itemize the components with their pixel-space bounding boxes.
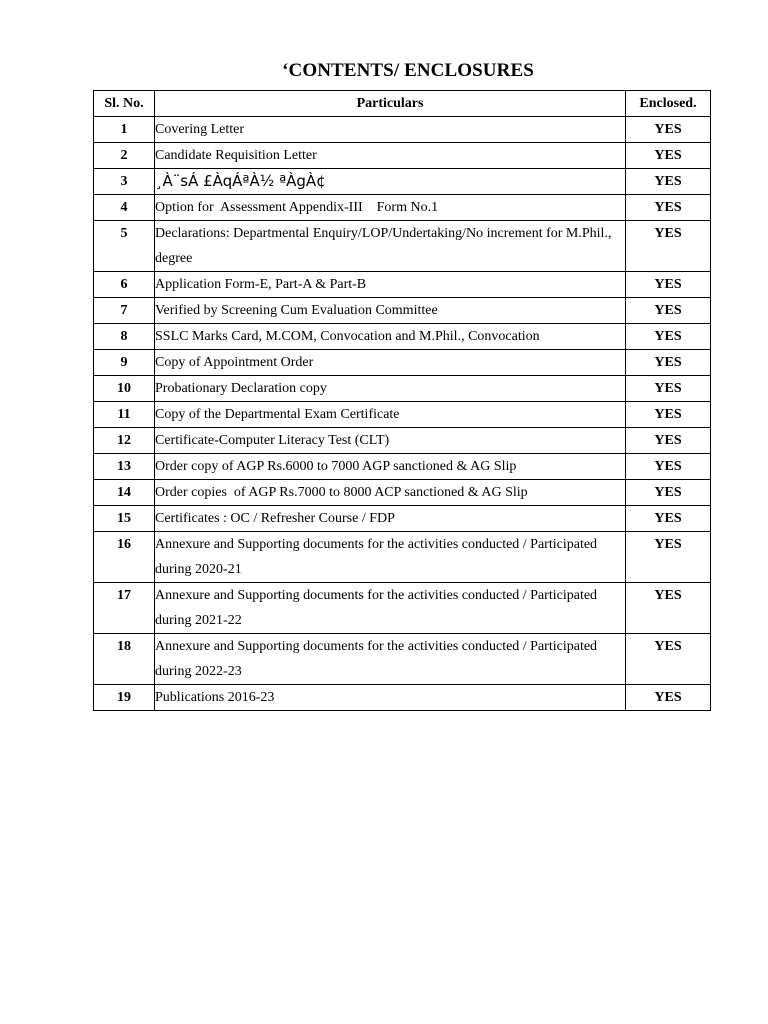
sl-no-cell: 17 [94,583,155,634]
sl-no-cell: 8 [94,324,155,350]
particulars-cell: SSLC Marks Card, M.COM, Convocation and M.Phil., Convocation [155,324,626,350]
table-row [94,685,711,711]
enclosed-cell: YES [626,324,711,350]
particulars-cell: Candidate Requisition Letter [155,143,626,169]
sl-no-cell: 9 [94,350,155,376]
table-row [94,195,711,221]
table-row [94,634,711,685]
enclosed-cell: YES [626,272,711,298]
table-row [94,480,711,506]
enclosed-cell: YES [626,376,711,402]
particulars-cell: Certificates : OC / Refresher Course / FDP [155,506,626,532]
particulars-cell: Order copies of AGP Rs.7000 to 8000 ACP sanctioned & AG Slip [155,480,626,506]
column-header-enclosed: Enclosed. [626,91,711,117]
enclosed-cell: YES [626,221,711,272]
sl-no-cell: 6 [94,272,155,298]
particulars-cell: Order copy of AGP Rs.6000 to 7000 AGP sanctioned & AG Slip [155,454,626,480]
particulars-cell: Annexure and Supporting documents for the activities conducted / Participated during 2020-21 [155,532,626,583]
enclosed-cell: YES [626,143,711,169]
enclosed-cell: YES [626,298,711,324]
sl-no-cell: 12 [94,428,155,454]
table-row [94,221,711,272]
contents-table [93,90,711,711]
enclosed-cell: YES [626,195,711,221]
particulars-cell: Probationary Declaration copy [155,376,626,402]
enclosed-cell: YES [626,480,711,506]
table-row [94,272,711,298]
sl-no-cell: 15 [94,506,155,532]
enclosed-cell: YES [626,350,711,376]
table-row [94,402,711,428]
table-row [94,376,711,402]
particulars-cell: Verified by Screening Cum Evaluation Committee [155,298,626,324]
enclosed-cell: YES [626,117,711,143]
sl-no-cell: 14 [94,480,155,506]
enclosed-cell: YES [626,454,711,480]
particulars-cell: Certificate-Computer Literacy Test (CLT) [155,428,626,454]
particulars-cell: Copy of Appointment Order [155,350,626,376]
particulars-cell: Application Form-E, Part-A & Part-B [155,272,626,298]
table-row [94,143,711,169]
table-row [94,532,711,583]
enclosed-cell: YES [626,402,711,428]
sl-no-cell: 16 [94,532,155,583]
sl-no-cell: 5 [94,221,155,272]
table-row [94,454,711,480]
particulars-cell: Copy of the Departmental Exam Certificate [155,402,626,428]
sl-no-cell: 11 [94,402,155,428]
column-header-particulars: Particulars [155,91,626,117]
table-row [94,298,711,324]
table-row [94,583,711,634]
enclosed-cell: YES [626,506,711,532]
sl-no-cell: 18 [94,634,155,685]
table-row [94,350,711,376]
table-row [94,324,711,350]
sl-no-cell: 7 [94,298,155,324]
column-header-sl-no: Sl. No. [94,91,155,117]
sl-no-cell: 2 [94,143,155,169]
sl-no-cell: 4 [94,195,155,221]
particulars-cell: Covering Letter [155,117,626,143]
particulars-cell: Declarations: Departmental Enquiry/LOP/Undertaking/No increment for M.Phil., degree [155,221,626,272]
enclosed-cell: YES [626,532,711,583]
enclosed-cell: YES [626,583,711,634]
table-header-row [94,91,711,117]
particulars-cell: Publications 2016-23 [155,685,626,711]
table-row [94,506,711,532]
table-row [94,117,711,143]
sl-no-cell: 13 [94,454,155,480]
enclosed-cell: YES [626,685,711,711]
sl-no-cell: 10 [94,376,155,402]
sl-no-cell: 3 [94,169,155,195]
enclosed-cell: YES [626,428,711,454]
sl-no-cell: 19 [94,685,155,711]
page-title: ‘CONTENTS/ ENCLOSURES [282,60,534,81]
enclosed-cell: YES [626,634,711,685]
particulars-cell: Annexure and Supporting documents for the activities conducted / Participated during 2022-23 [155,634,626,685]
particulars-cell: ¸À¨sÁ £ÀqÁªÀ½ ªÀgÀ¢ [155,169,626,195]
table-row [94,169,711,195]
enclosed-cell: YES [626,169,711,195]
sl-no-cell: 1 [94,117,155,143]
particulars-cell: Option for Assessment Appendix-III Form No.1 [155,195,626,221]
table-row [94,428,711,454]
particulars-cell: Annexure and Supporting documents for the activities conducted / Participated during 2021-22 [155,583,626,634]
